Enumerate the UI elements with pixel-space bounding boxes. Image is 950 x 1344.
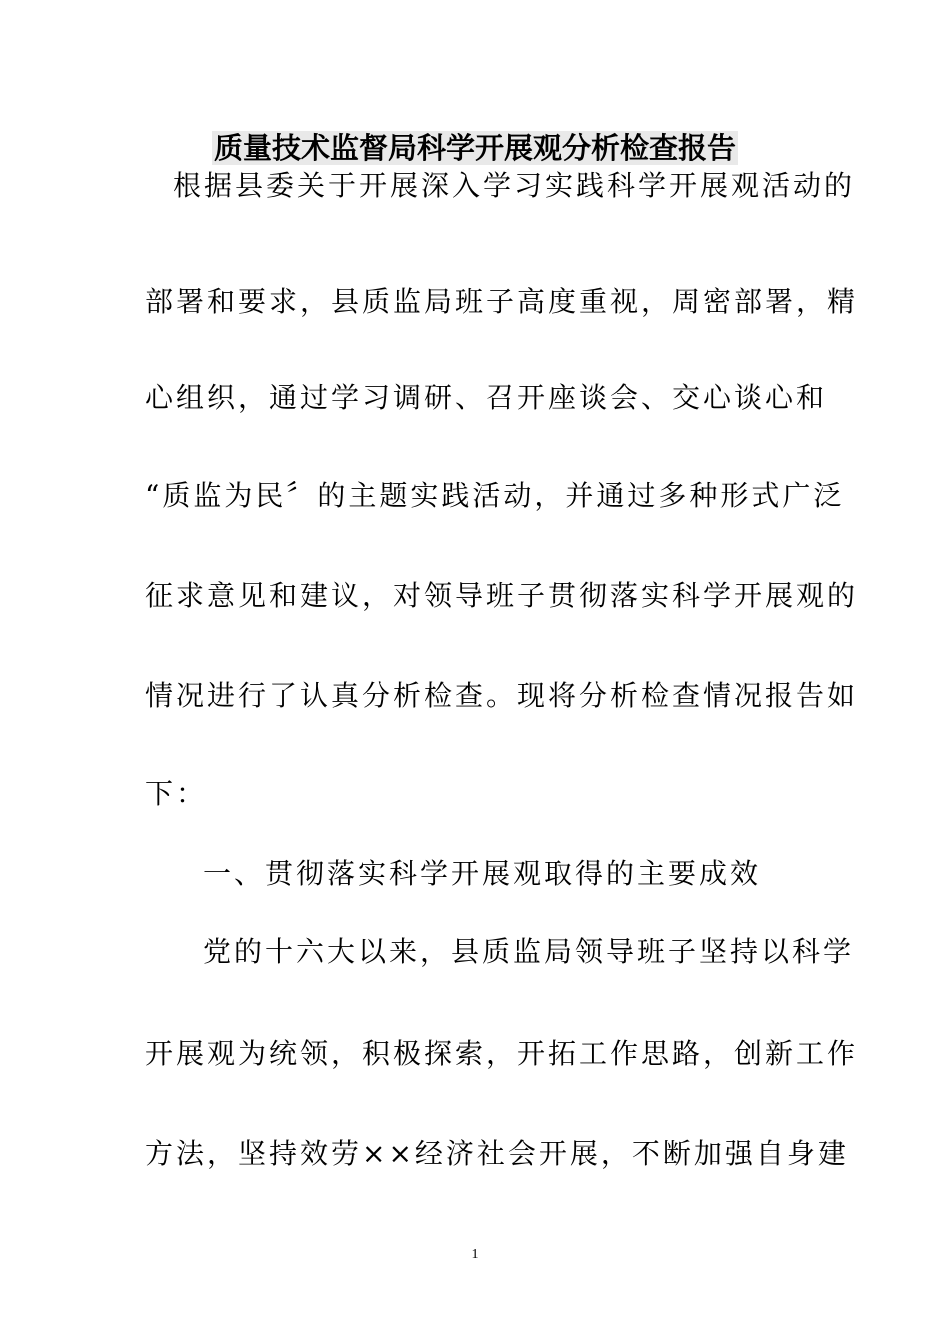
document-title [0, 128, 950, 168]
body-line-4: “质监为民〞的主题实践活动，并通过多种形式广泛 [145, 479, 845, 512]
body-line-7: 下： [145, 777, 208, 810]
section-heading: 一、贯彻落实科学开展观取得的主要成效 [203, 857, 762, 890]
page-number: 1 [471, 1247, 479, 1262]
body-line-9: 开展观为统领，积极探索，开拓工作思路，创新工作 [145, 1037, 859, 1070]
body-line-5: 征求意见和建议，对领导班子贯彻落实科学开展观的 [145, 579, 859, 612]
body-line-6: 情况进行了认真分析检查。现将分析检查情况报告如 [145, 679, 859, 712]
body-line-1: 根据县委关于开展深入学习实践科学开展观活动的 [173, 169, 856, 202]
body-line-10: 方法，坚持效劳××经济社会开展，不断加强自身建 [145, 1137, 849, 1170]
body-line-8: 党的十六大以来，县质监局领导班子坚持以科学 [203, 935, 855, 968]
body-line-2: 部署和要求，县质监局班子高度重视，周密部署，精 [145, 285, 859, 318]
document-title-text: 质量技术监督局科学开展观分析检查报告 [213, 131, 736, 165]
body-line-3: 心组织，通过学习调研、召开座谈会、交心谈心和 [145, 381, 828, 414]
